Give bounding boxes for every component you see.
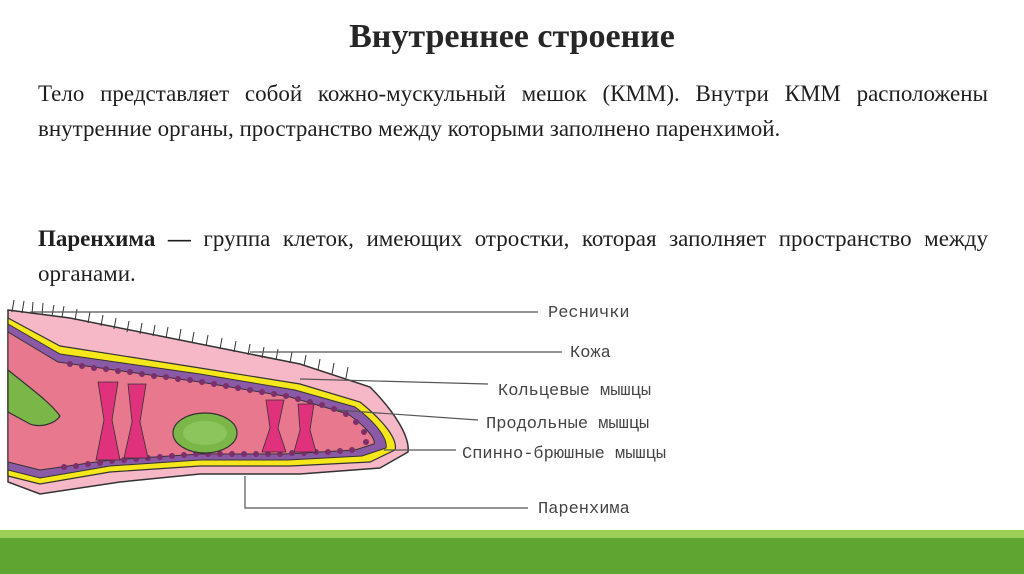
paragraph-parenchyma-definition [38,221,988,291]
paragraph-body-structure: Тело представляет собой кожно-мускульный мешок (КММ). Внутри КММ расположены внутренние органы, пространство между которыми заполнено паренхимой. [38,81,988,141]
green-organ-center-inner [183,421,227,445]
label-skin: Кожа [570,344,611,363]
label-circular-muscles: Кольцевые мышцы [498,382,652,401]
label-dorsoventral-muscles: Спинно-брюшные мышцы [462,445,667,464]
label-cilia: Реснички [548,304,630,323]
worm-cross-section-diagram [0,292,760,524]
slide-title: Внутреннее строение [349,18,675,55]
term-parenchyma: Паренхима — [38,226,191,251]
footer-bar-light [0,530,1024,538]
label-parenchyma: Паренхима [538,500,630,519]
footer-bar-dark [0,538,1024,574]
label-longitudinal-muscles: Продольные мышцы [486,415,650,434]
definition-text: группа клеток, имеющих отростки, которая заполняет пространство между органами. [38,226,988,286]
